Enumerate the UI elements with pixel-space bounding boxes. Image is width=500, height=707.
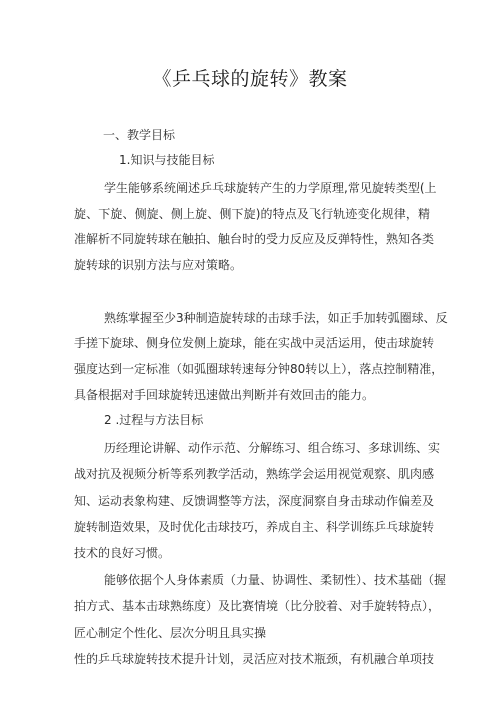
paragraph-line: 历经理论讲解、动作示范、分解练习、组合练习、多球训练、实 (104, 441, 441, 455)
paragraph-line: 学生能够系统阐述乒乓球旋转产生的力学原理,常见旋转类型(上 (104, 181, 437, 195)
paragraph-line: 旋转球的识别方法与应对策略。 (74, 258, 243, 272)
paragraph-line: 旋、下旋、侧旋、侧上旋、侧下旋)的特点及飞行轨迹变化规律，精 (74, 207, 430, 221)
paragraph-line: 技术的良好习惯。 (74, 546, 171, 560)
paragraph-line: 旋转制造效果，及时优化击球技巧，养成自主、科学训练乒乓球旋转 (74, 520, 435, 534)
section-heading: 一、教学目标 (103, 128, 176, 142)
paragraph-line: 具备根据对手回球旋转迅速做出判断并有效回击的能力。 (74, 388, 375, 402)
document-title: 《乒乓球的旋转》教案 (152, 68, 348, 90)
paragraph-line: 能够依据个人身体素质（力量、协调性、柔韧性）、技术基础（握 (104, 573, 447, 587)
subsection-heading: 1.知识与技能目标 (119, 153, 215, 167)
paragraph-line: 性的乒乓球旋转技术提升计划，灵活应对技术瓶颈，有机融合单项技 (74, 652, 435, 666)
paragraph-line: 匠心制定个性化、层次分明且具实操 (74, 626, 267, 640)
subsection-heading: 2 .过程与方法目标 (104, 413, 204, 427)
paragraph-line: 准解析不同旋转球在触拍、触台时的受力反应及反弹特性，熟知各类 (74, 232, 435, 246)
paragraph-line: 手搓下旋球、侧身位发侧上旋球，能在实战中灵活运用，使击球旋转 (74, 336, 435, 350)
paragraph-line: 熟练掌握至少3种制造旋转球的击球手法，如正手加转弧圈球、反 (104, 311, 448, 325)
paragraph-line: 知、运动表象构建、反馈调整等方法，深度洞察自身击球动作偏差及 (74, 494, 435, 508)
paragraph-line: 强度达到一定标准（如弧圈球转速每分钟80转以上），落点控制精准， (74, 362, 444, 376)
paragraph-line: 战对抗及视频分析等系列教学活动，熟练学会运用视觉观察、肌肉感 (74, 467, 435, 481)
paragraph-line: 拍方式、基本击球熟练度）及比赛情境（比分胶着、对手旋转特点）， (74, 599, 441, 613)
